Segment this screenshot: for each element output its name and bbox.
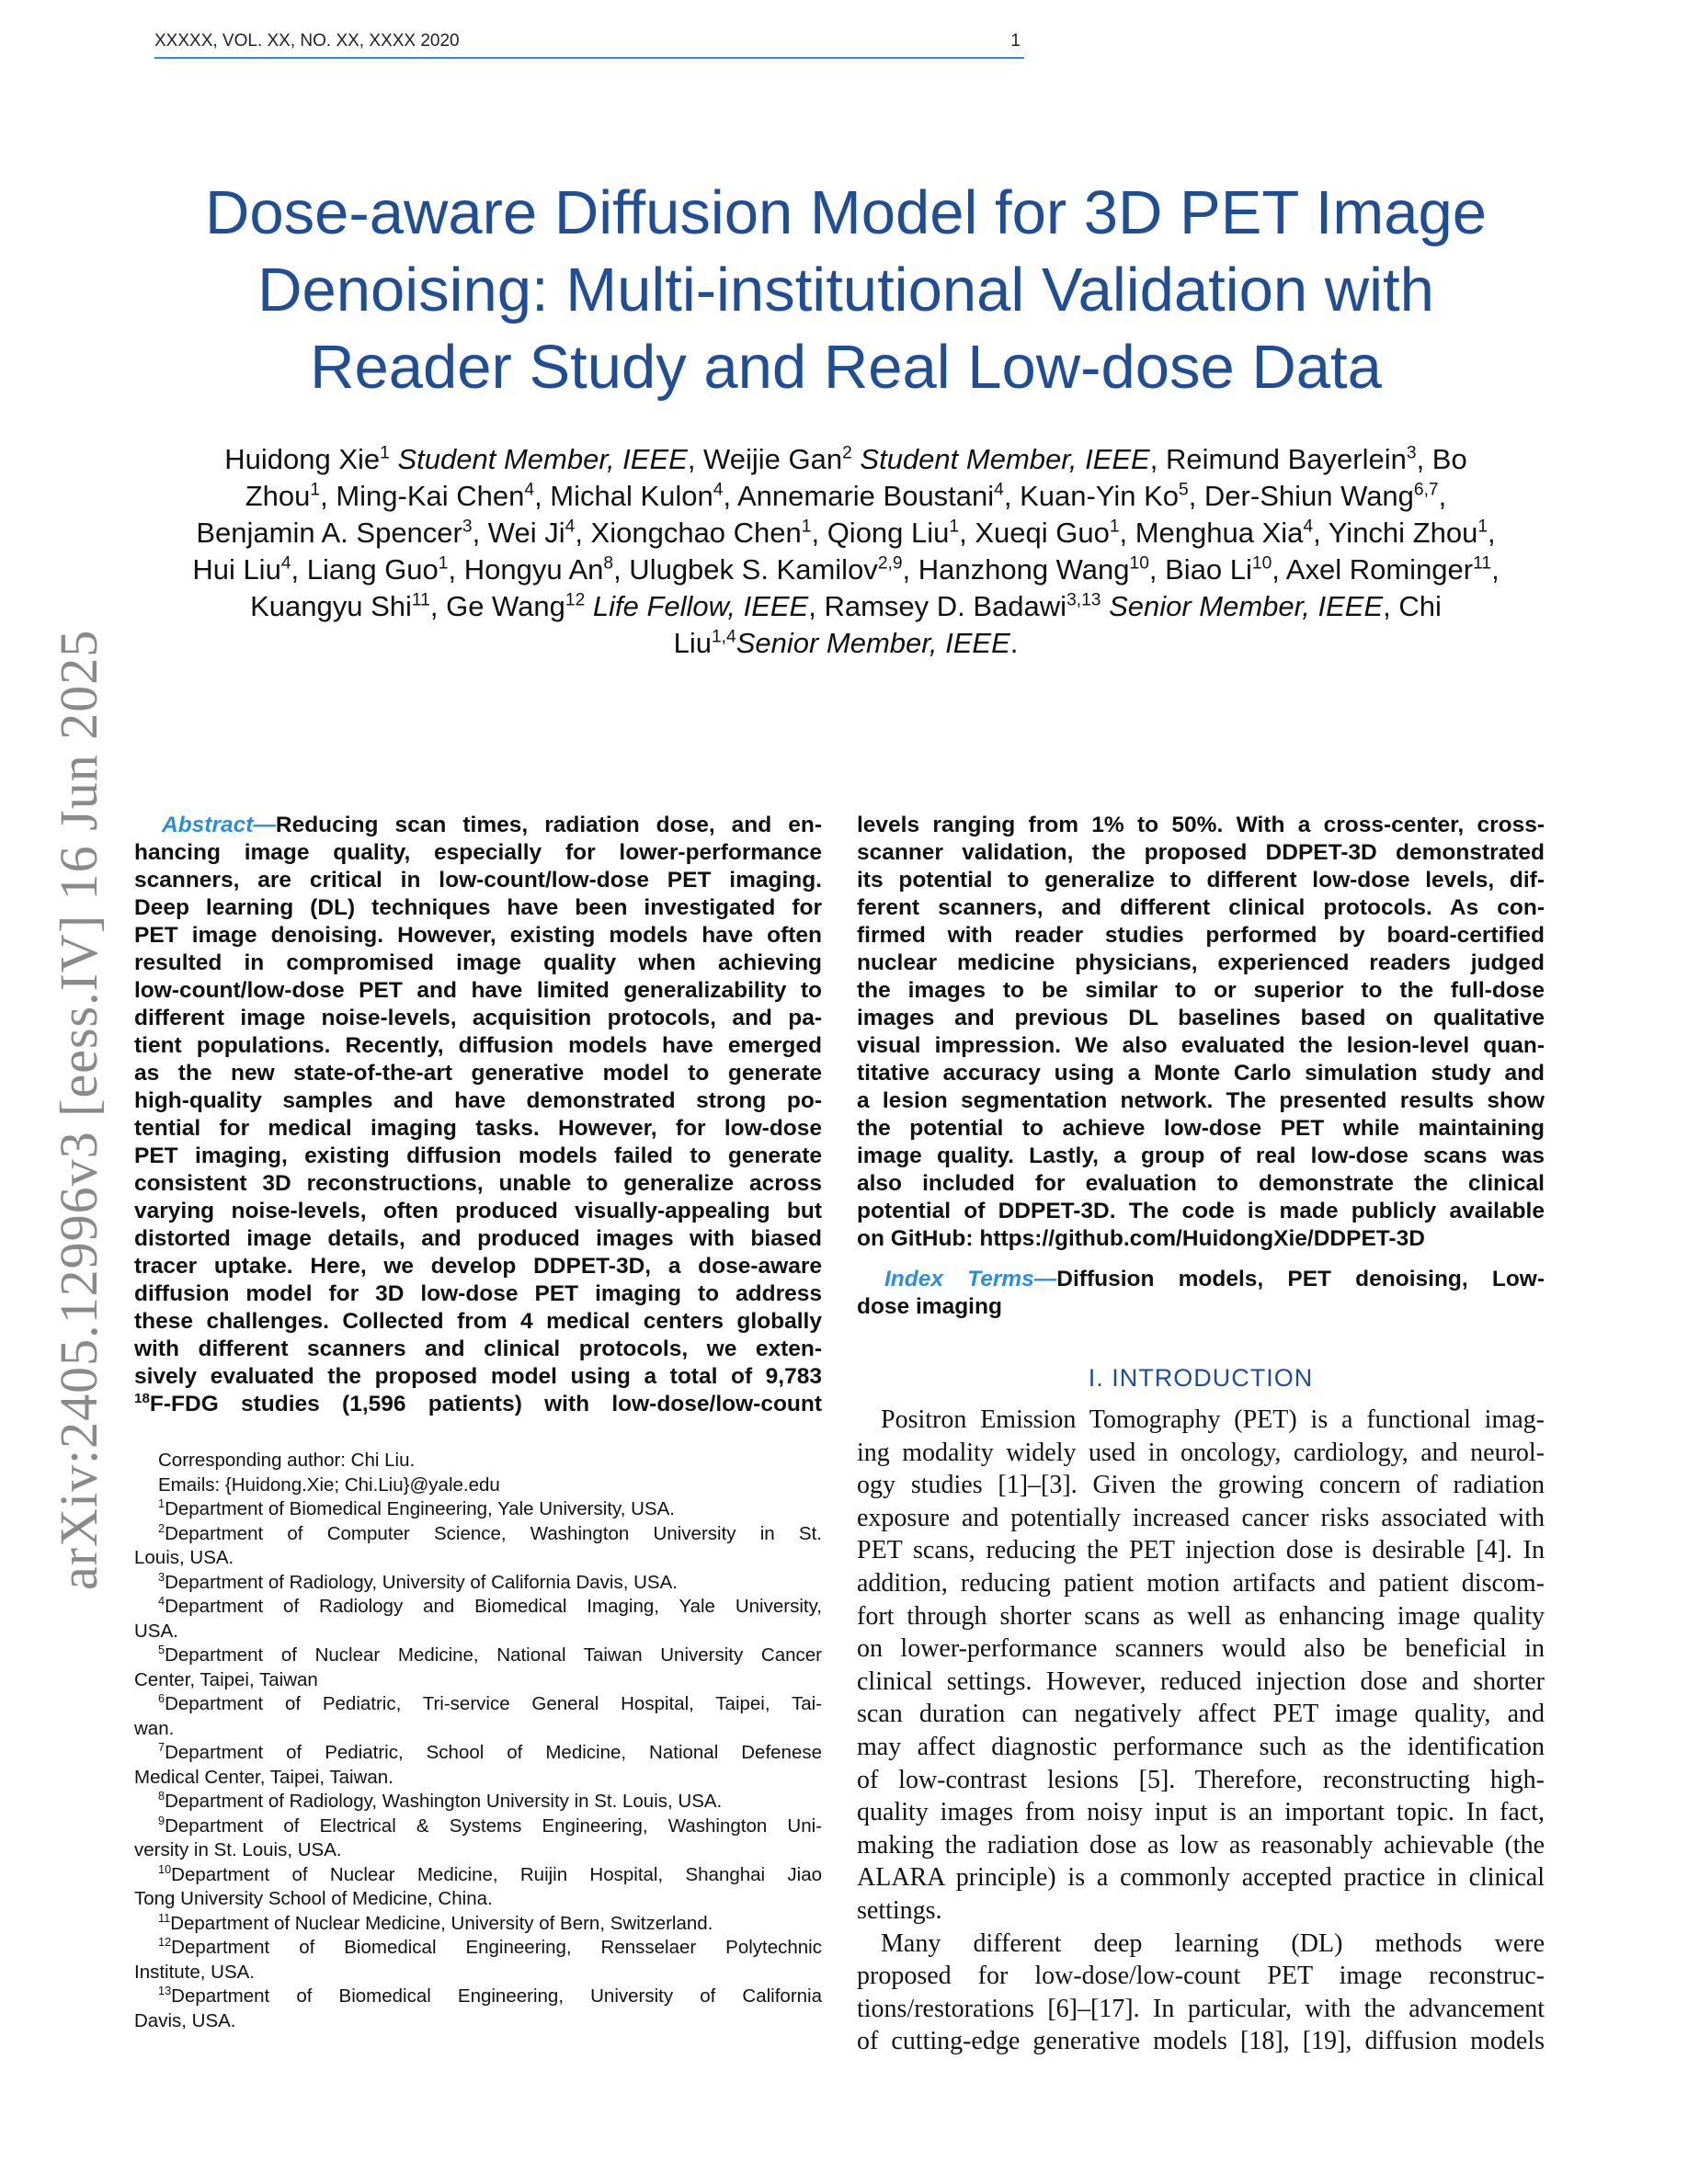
- footnote: [134, 1814, 822, 1863]
- author-list: [129, 441, 1563, 662]
- body-line: ing modality widely used in oncology, cardiology, and neurol-: [857, 1438, 1545, 1467]
- footnote-line: $^7$Department of Pediatric, School of Medicine, National Defenese: [158, 1740, 822, 1763]
- index-terms: [857, 1266, 1545, 1321]
- abstract-line: resulted in compromised image quality when achieving: [134, 950, 822, 975]
- footnote-line: versity in St. Louis, USA.: [134, 1839, 342, 1860]
- footnote: [134, 1644, 822, 1692]
- abstract-line: PET imaging, existing diffusion models failed to generate: [134, 1143, 822, 1168]
- abstract-line: as the new state-of-the-art generative model to generate: [134, 1061, 822, 1086]
- footnote: [134, 1497, 822, 1522]
- abstract-line: the potential to achieve low-dose PET while maintaining: [857, 1116, 1545, 1141]
- abstract-line: levels ranging from 1% to 50%. With a cross-center, cross-: [857, 813, 1545, 837]
- abstract-line: on GitHub: https://github.com/HuidongXie/DDPET-3D: [857, 1226, 1425, 1251]
- footnote-line: USA.: [134, 1620, 178, 1642]
- footnote-line: Medical Center, Taipei, Taiwan.: [134, 1766, 393, 1788]
- abstract-line: images and previous DL baselines based on qualitative: [857, 1006, 1545, 1030]
- abstract-label: Abstract—: [162, 813, 276, 837]
- body-line: fort through shorter scans as well as enhancing image quality: [857, 1601, 1545, 1631]
- abstract-left-column: [134, 812, 822, 1418]
- affiliation-footnotes: [134, 1449, 822, 2033]
- abstract-line: high-quality samples and have demonstrated strong po-: [134, 1088, 822, 1113]
- abstract-line: scanners, are critical in low-count/low-dose PET imaging.: [134, 868, 822, 893]
- running-header: [154, 29, 1024, 59]
- body-line: of low-contrast lesions [5]. Therefore, reconstructing high-: [857, 1765, 1545, 1794]
- index-terms-line: dose imaging: [857, 1294, 1002, 1319]
- footnote-line: $^8$Department of Radiology, Washington University in St. Louis, USA.: [158, 1789, 723, 1812]
- body-line: PET scans, reducing the PET injection dose is desirable [4]. In: [857, 1536, 1545, 1565]
- abstract-line: tracer uptake. Here, we develop DDPET-3D, a dose-aware: [134, 1254, 822, 1279]
- abstract-line: titative accuracy using a Monte Carlo simulation study and: [857, 1061, 1545, 1086]
- abstract-line: tential for medical imaging tasks. However, for low-dose: [134, 1116, 822, 1141]
- footnote-line: $^9$Department of Electrical & Systems Engineering, Washington Uni-: [158, 1813, 822, 1837]
- author-line: Liu$^{1,4}$Senior Member, IEEE.: [673, 627, 1019, 659]
- footnote: [134, 1522, 822, 1571]
- body-line: may affect diagnostic performance such as the identification: [857, 1732, 1545, 1761]
- abstract-right-column: [857, 812, 1545, 1253]
- body-line: clinical settings. However, reduced injection dose and shorter: [857, 1666, 1545, 1696]
- abstract-line: a lesion segmentation network. The presented results show: [857, 1088, 1545, 1113]
- footnote-line: $^6$Department of Pediatric, Tri-service General Hospital, Taipei, Tai-: [158, 1691, 822, 1714]
- abstract-line: the images to be similar to or superior to the full-dose: [857, 978, 1545, 1003]
- footnote-line: Davis, USA.: [134, 2009, 236, 2031]
- author-line: Huidong Xie$^1$ Student Member, IEEE, Weijie Gan$^2$ Student Member, IEEE, Reimund Bayerlein$^3$, Bo: [224, 443, 1467, 475]
- abstract-line: nuclear medicine physicians, experienced readers judged: [857, 950, 1545, 975]
- abstract-line: these challenges. Collected from 4 medical centers globally: [134, 1309, 822, 1334]
- footnote: [134, 1449, 822, 1473]
- author-line: Benjamin A. Spencer$^3$, Wei Ji$^4$, Xiongchao Chen$^1$, Qiong Liu$^1$, Xueqi Guo$^1$, Menghua Xia$^4$, Yinchi Zhou$^1$,: [196, 517, 1496, 549]
- abstract-line: visual impression. We also evaluated the lesion-level quan-: [857, 1033, 1545, 1058]
- footnote-line: $^{11}$Department of Nuclear Medicine, University of Bern, Switzerland.: [158, 1910, 713, 1934]
- title-line: Reader Study and Real Low-dose Data: [310, 333, 1382, 402]
- abstract-line: with different scanners and clinical protocols, we exten-: [134, 1337, 822, 1361]
- footnote: [134, 1985, 822, 2033]
- page-number: 1: [1010, 31, 1021, 51]
- abstract-line: firmed with reader studies performed by board-certified: [857, 923, 1545, 948]
- footnote-line: Louis, USA.: [134, 1547, 234, 1568]
- abstract-line: distorted image details, and produced images with biased: [134, 1226, 822, 1251]
- abstract-line: $^{18}$F-FDG studies (1,596 patients) with low-dose/low-count: [134, 1390, 822, 1416]
- footnote: [134, 1571, 822, 1596]
- abstract-line: hancing image quality, especially for lower-performance: [134, 840, 822, 865]
- footnote: [134, 1790, 822, 1814]
- abstract-line: its potential to generalize to different low-dose levels, dif-: [857, 868, 1545, 893]
- index-terms-line: Index Terms—Diffusion models, PET denoising, Low-: [884, 1267, 1545, 1291]
- footnote-line: Emails: {Huidong.Xie; Chi.Liu}@yale.edu: [158, 1473, 500, 1496]
- body-line: settings.: [857, 1895, 942, 1925]
- abstract-line: potential of DDPET-3D. The code is made publicly available: [857, 1199, 1545, 1223]
- author-line: Zhou$^1$, Ming-Kai Chen$^4$, Michal Kulon$^4$, Annemarie Boustani$^4$, Kuan-Yin Ko$^5$, Der-Shiun Wang$^{6,7}$,: [245, 480, 1447, 512]
- author-line: Kuangyu Shi$^{11}$, Ge Wang$^{12}$ Life Fellow, IEEE, Ramsey D. Badawi$^{3,13}$ Senior Member, IEEE, Chi: [250, 590, 1442, 622]
- abstract-line: tient populations. Recently, diffusion models have emerged: [134, 1033, 822, 1058]
- footnote: [134, 1936, 822, 1985]
- abstract-line: consistent 3D reconstructions, unable to generalize across: [134, 1171, 822, 1196]
- body-line: on lower-performance scanners would also be beneficial in: [857, 1634, 1545, 1664]
- body-line: ogy studies [1]–[3]. Given the growing concern of radiation: [857, 1471, 1545, 1500]
- index-terms-label: Index Terms—: [884, 1267, 1057, 1291]
- journal-info: XXXXX, VOL. XX, NO. XX, XXXX 2020: [154, 31, 460, 51]
- body-line: making the radiation dose as low as reasonably achievable (the: [857, 1830, 1545, 1860]
- abstract-line: sively evaluated the proposed model using a total of 9,783: [134, 1364, 822, 1389]
- section-heading-introduction: I. INTRODUCTION: [1088, 1364, 1314, 1392]
- abstract-line: PET image denoising. However, existing models have often: [134, 923, 822, 948]
- footnote: [134, 1473, 822, 1498]
- abstract-line: low-count/low-dose PET and have limited generalizability to: [134, 978, 822, 1003]
- abstract-line: scanner validation, the proposed DDPET-3D demonstrated: [857, 840, 1545, 865]
- title-line: Denoising: Multi-institutional Validation with: [257, 256, 1434, 324]
- author-line: Hui Liu$^4$, Liang Guo$^1$, Hongyu An$^8$, Ulugbek S. Kamilov$^{2,9}$, Hanzhong Wang$^{10}$, Biao Li$^{10}$, Axel Rominger$^{11}$,: [192, 553, 1500, 586]
- title-line: Dose-aware Diffusion Model for 3D PET Image: [205, 178, 1487, 247]
- body-line: addition, reducing patient motion artifacts and patient discom-: [857, 1568, 1545, 1598]
- abstract-line: diffusion model for 3D low-dose PET imaging to address: [134, 1281, 822, 1306]
- body-line: scan duration can negatively affect PET image quality, and: [857, 1700, 1545, 1729]
- introduction-body: [857, 1404, 1545, 2058]
- body-line: ALARA principle) is a commonly accepted practice in clinical: [857, 1863, 1545, 1893]
- footnote-line: $^{10}$Department of Nuclear Medicine, Ruijin Hospital, Shanghai Jiao: [158, 1861, 822, 1885]
- footnote-line: $^{12}$Department of Biomedical Engineering, Rensselaer Polytechnic: [158, 1935, 822, 1958]
- footnote-line: Institute, USA.: [134, 1961, 256, 1983]
- abstract-line: varying noise-levels, often produced visually-appealing but: [134, 1199, 822, 1223]
- abstract-line: image quality. Lastly, a group of real low-dose scans was: [857, 1143, 1545, 1168]
- body-line: quality images from noisy input is an important topic. In fact,: [857, 1798, 1545, 1827]
- abstract-line: different image noise-levels, acquisition protocols, and pa-: [134, 1006, 822, 1030]
- arxiv-stamp: arXiv:2405.12996v3 [eess.IV] 16 Jun 2025: [49, 629, 108, 1590]
- footnote-line: Tong University School of Medicine, China.: [134, 1888, 493, 1909]
- paper-title: [110, 175, 1581, 406]
- footnote-line: $^3$Department of Radiology, University of California Davis, USA.: [158, 1569, 678, 1593]
- footnote: [134, 1863, 822, 1912]
- body-line: Positron Emission Tomography (PET) is a functional imag-: [881, 1405, 1545, 1434]
- body-line: exposure and potentially increased cancer risks associated with: [857, 1503, 1545, 1532]
- body-line: proposed for low-dose/low-count PET image reconstruc-: [857, 1962, 1545, 1991]
- footnote-line: $^1$Department of Biomedical Engineering, Yale University, USA.: [158, 1496, 675, 1519]
- footnote-line: $^5$Department of Nuclear Medicine, National Taiwan University Cancer: [158, 1643, 822, 1666]
- body-line: Many different deep learning (DL) methods were: [881, 1928, 1545, 1958]
- footnote: [134, 1692, 822, 1741]
- footnote-line: Center, Taipei, Taiwan: [134, 1668, 318, 1690]
- footnote-line: wan.: [134, 1717, 175, 1739]
- body-line: tions/restorations [6]–[17]. In particular, with the advancement: [857, 1994, 1545, 2023]
- footnote-line: $^2$Department of Computer Science, Washington University in St.: [158, 1520, 822, 1544]
- footnote-line: Corresponding author: Chi Liu.: [158, 1450, 416, 1471]
- footnote-line: $^4$Department of Radiology and Biomedical Imaging, Yale University,: [158, 1594, 822, 1617]
- abstract-line: Abstract—Reducing scan times, radiation dose, and en-: [162, 813, 822, 837]
- abstract-line: ferent scanners, and different clinical protocols. As con-: [857, 895, 1545, 920]
- footnote: [134, 1912, 822, 1937]
- abstract-line: also included for evaluation to demonstrate the clinical: [857, 1171, 1545, 1196]
- footnote-line: $^{13}$Department of Biomedical Engineering, University of California: [158, 1984, 822, 2007]
- abstract-line: Deep learning (DL) techniques have been investigated for: [134, 895, 822, 920]
- body-line: of cutting-edge generative models [18], [19], diffusion models: [857, 2027, 1545, 2056]
- footnote: [134, 1741, 822, 1790]
- footnote: [134, 1595, 822, 1644]
